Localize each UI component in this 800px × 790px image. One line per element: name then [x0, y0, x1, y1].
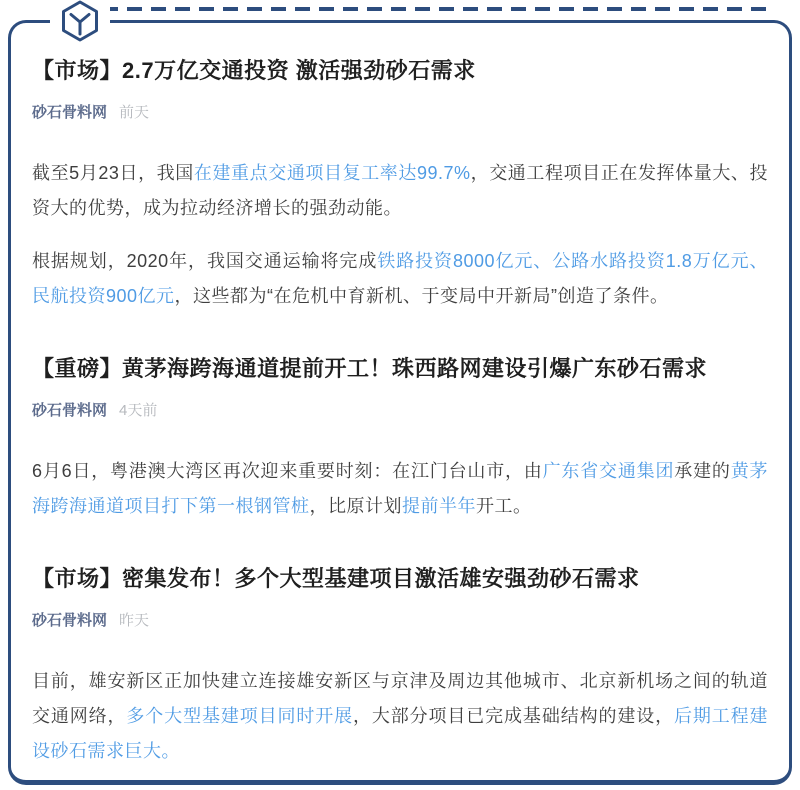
- article-paragraph: [32, 244, 768, 314]
- article-time: 4天前: [119, 402, 158, 419]
- article-source[interactable]: 砂石骨料网: [32, 104, 108, 121]
- text-segment: 6月6日，粤港澳大湾区再次迎来重要时刻：在江门台山市，由: [32, 461, 543, 481]
- article-3: [32, 564, 768, 769]
- article-title[interactable]: 【市场】密集发布！多个大型基建项目激活雄安强劲砂石需求: [32, 566, 640, 591]
- text-segment: 开工。: [476, 496, 532, 516]
- article-time: 前天: [119, 104, 150, 121]
- article-time: 昨天: [119, 612, 150, 629]
- link-segment[interactable]: 铁路投资8000亿元、公路水路投资1.8万亿元、民航投资900亿元: [32, 251, 768, 306]
- article-title[interactable]: 【重磅】黄茅海跨海通道提前开工！珠西路网建设引爆广东砂石需求: [32, 356, 708, 381]
- link-segment[interactable]: 广东省交通集团: [542, 461, 675, 481]
- text-segment: 截至5月23日，我国: [32, 163, 194, 183]
- article-1: [32, 56, 768, 314]
- link-segment[interactable]: 在建重点交通项目复工率达99.7%: [193, 163, 471, 183]
- link-segment[interactable]: 后期工程建设砂石需求巨大。: [32, 706, 769, 761]
- article-2: [32, 354, 768, 524]
- article-title[interactable]: 【市场】2.7万亿交通投资 激活强劲砂石需求: [32, 58, 476, 83]
- text-segment: 承建的: [674, 461, 731, 481]
- article-source[interactable]: 砂石骨料网: [32, 612, 108, 629]
- article-meta: [32, 400, 768, 421]
- text-segment: 根据规划，2020年，我国交通运输将完成: [32, 251, 378, 271]
- link-segment[interactable]: 多个大型基建项目同时开展: [126, 706, 353, 726]
- link-segment[interactable]: 黄茅海跨海通道项目打下第一根钢管桩: [32, 461, 769, 516]
- text-segment: ，交通工程项目正在发挥体量大、投资大的优势，成为拉动经济增长的强劲动能。: [32, 163, 769, 218]
- dashed-divider: [103, 7, 772, 11]
- article-paragraph: [32, 664, 768, 769]
- article-meta: [32, 102, 768, 123]
- article-source[interactable]: 砂石骨料网: [32, 402, 108, 419]
- article-feed: [8, 20, 792, 785]
- article-paragraph: [32, 156, 768, 226]
- text-segment: ，大部分项目已完成基础结构的建设，: [353, 706, 674, 726]
- text-segment: 目前，雄安新区正加快建立连接雄安新区与京津及周边其他城市、北京新机场之间的轨道交通网络，: [32, 671, 768, 726]
- text-segment: ，比原计划: [309, 496, 402, 516]
- article-meta: [32, 610, 768, 631]
- text-segment: ，这些都为“在危机中育新机、于变局中开新局”创造了条件。: [174, 286, 669, 306]
- link-segment[interactable]: 提前半年: [402, 496, 476, 516]
- article-paragraph: [32, 454, 768, 524]
